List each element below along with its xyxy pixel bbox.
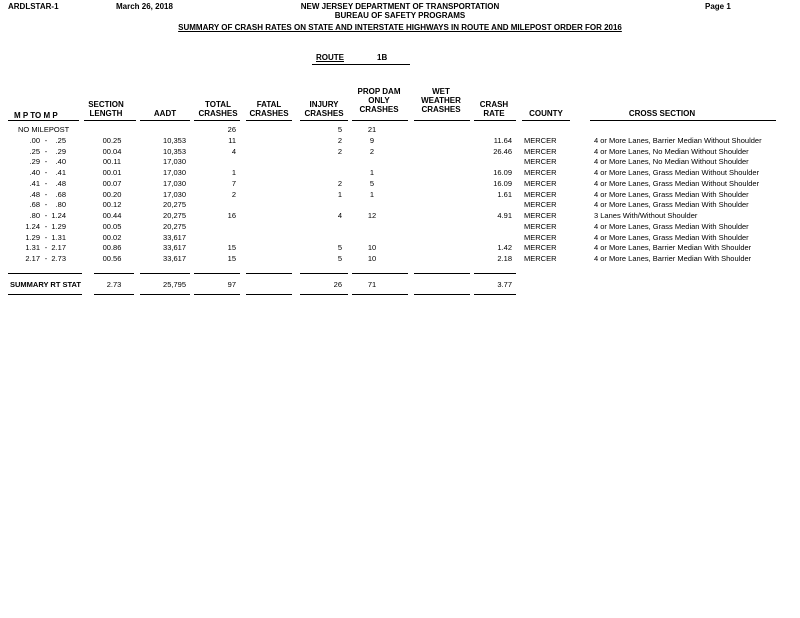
cell-dash: - (44, 189, 48, 199)
cell-mp-to: 2.73 (51, 254, 66, 263)
cell-prop: 9 (369, 135, 375, 145)
cell-mp-to: .41 (55, 168, 66, 177)
cell-mp-from: 2.17 (25, 254, 40, 263)
cell-county: MERCER (524, 221, 557, 231)
cell-cross: 4 or More Lanes, Grass Median With Shoulder (594, 232, 749, 242)
table-row (0, 222, 800, 233)
cell-aadt: 17,030 (163, 189, 186, 199)
cell-total: 26 (227, 125, 236, 134)
cell-aadt: 17,030 (163, 178, 186, 188)
cell-cross: 3 Lanes With/Without Shoulder (594, 211, 698, 220)
bureau-name: BUREAU OF SAFETY PROGRAMS (334, 11, 466, 20)
cell-len: 00.04 (102, 146, 122, 156)
table-row (0, 211, 800, 222)
cell-mp-to: .29 (55, 146, 66, 156)
cell-total: 15 (227, 254, 236, 263)
cell-mp-to: .68 (55, 189, 66, 199)
cell-cross: 4 or More Lanes, Grass Median With Shoulder (594, 200, 749, 210)
cell-prop: 21 (367, 125, 377, 134)
cell-cross: 4 or More Lanes, Barrier Median Without Shoulder (594, 135, 762, 145)
summary-row (0, 280, 800, 291)
cell-dash: - (44, 243, 48, 253)
summary-prop: 71 (367, 280, 377, 289)
cell-mp-from: .29 (29, 157, 40, 167)
cell-total: 2 (231, 189, 236, 199)
table-row (0, 200, 800, 211)
route-label: ROUTE (316, 53, 344, 62)
cell-prop: 1 (369, 189, 375, 199)
cell-prop: 10 (367, 254, 377, 263)
cell-rate: 26.46 (493, 146, 512, 156)
cell-total: 16 (227, 211, 236, 220)
cell-cross: 4 or More Lanes, Grass Median With Shoulder (594, 189, 749, 199)
cell-aadt: 10,353 (163, 135, 186, 145)
cell-len: 00.05 (102, 221, 122, 231)
summary-length: 2.73 (106, 280, 122, 289)
col-header-injury: INJURY CRASHES (304, 100, 344, 118)
cell-total: 4 (231, 146, 236, 156)
cell-aadt: 17,030 (163, 157, 186, 167)
cell-county: MERCER (524, 168, 557, 177)
cell-mp-from: .40 (29, 168, 40, 177)
cell-mp-to: .48 (55, 178, 66, 188)
cell-len: 00.11 (102, 157, 122, 167)
cell-injury: 1 (337, 189, 342, 199)
route-value: 1B (377, 53, 388, 62)
cell-len: 00.20 (102, 189, 122, 199)
cell-dash: - (44, 200, 48, 210)
cell-mp-from: .41 (29, 178, 40, 188)
cell-rate: 2.18 (497, 254, 512, 263)
cell-cross: 4 or More Lanes, No Median Without Shoulder (594, 157, 749, 167)
cell-injury: 2 (337, 146, 342, 156)
col-header-aadt: AADT (153, 109, 177, 118)
table-row (0, 254, 800, 265)
cell-mp-from: .48 (29, 189, 40, 199)
cell-county: MERCER (524, 178, 557, 188)
cell-mp-from: .80 (29, 211, 40, 220)
cell-county: MERCER (524, 243, 557, 253)
col-header-fatal: FATAL CRASHES (249, 100, 289, 118)
cell-rate: 4.91 (497, 211, 512, 220)
cell-total: 11 (228, 135, 236, 145)
cell-aadt: 10,353 (163, 146, 186, 156)
cell-dash: - (44, 135, 48, 145)
col-header-wet-weather: WET WEATHER CRASHES (421, 87, 461, 114)
table-row (0, 136, 800, 147)
cell-mp-to: 1.29 (51, 221, 66, 231)
cell-injury: 2 (337, 135, 342, 145)
cell-county: MERCER (524, 135, 557, 145)
cell-total: 15 (227, 243, 236, 253)
cell-len: 00.02 (102, 232, 122, 242)
table-row (0, 168, 800, 179)
cell-mp-from: .00 (29, 135, 40, 145)
col-header-county: COUNTY (529, 109, 563, 118)
cell-aadt: 33,617 (163, 243, 186, 253)
cell-rate: 11.64 (493, 135, 512, 145)
col-header-crash-rate: CRASH RATE (479, 100, 509, 118)
cell-len: 00.44 (102, 211, 122, 220)
cell-county: MERCER (524, 146, 557, 156)
summary-aadt: 25,795 (163, 280, 186, 289)
cell-len: 00.25 (102, 135, 122, 145)
col-header-total: TOTAL CRASHES (198, 100, 238, 118)
table-row (0, 243, 800, 254)
cell-len: 00.07 (102, 178, 122, 188)
cell-prop: 1 (369, 168, 375, 177)
cell-mp-from: NO MILEPOST (18, 125, 70, 134)
cell-rate: 1.42 (497, 243, 512, 253)
cell-injury: 5 (337, 125, 342, 134)
cell-rate: 16.09 (493, 168, 512, 177)
cell-mp-from: 1.29 (25, 232, 40, 242)
page-number: Page 1 (705, 2, 731, 11)
cell-aadt: 33,617 (163, 232, 186, 242)
cell-aadt: 20,275 (163, 221, 186, 231)
table-row (0, 147, 800, 158)
cell-county: MERCER (524, 232, 557, 242)
cell-aadt: 17,030 (163, 168, 186, 177)
cell-len: 00.01 (102, 168, 122, 177)
cell-mp-from: 1.31 (25, 243, 40, 253)
report-id: ARDLSTAR-1 (8, 2, 59, 11)
cell-mp-to: 1.31 (51, 232, 66, 242)
table-row (0, 190, 800, 201)
cell-mp-to: 2.17 (51, 243, 66, 253)
cell-county: MERCER (524, 189, 557, 199)
cell-county: MERCER (524, 254, 557, 263)
cell-len: 00.86 (102, 243, 122, 253)
summary-injury: 26 (333, 280, 342, 289)
cell-mp-from: .68 (29, 200, 40, 210)
cell-injury: 5 (337, 243, 342, 253)
cell-county: MERCER (524, 200, 557, 210)
cell-rate: 1.61 (497, 189, 512, 199)
cell-dash: - (44, 146, 48, 156)
cell-injury: 4 (337, 211, 342, 220)
cell-total: 7 (231, 178, 236, 188)
cell-prop: 2 (369, 146, 375, 156)
cell-len: 00.56 (102, 254, 122, 263)
table-row (0, 179, 800, 190)
department-name: NEW JERSEY DEPARTMENT OF TRANSPORTATION (300, 2, 500, 11)
col-header-prop-dam: PROP DAM ONLY CRASHES (357, 87, 401, 114)
cell-injury: 2 (337, 178, 342, 188)
cell-cross: 4 or More Lanes, Barrier Median With Shoulder (594, 243, 752, 253)
cell-county: MERCER (524, 157, 557, 167)
cell-prop: 10 (367, 243, 377, 253)
cell-county: MERCER (524, 211, 557, 220)
col-header-cross-section: CROSS SECTION (628, 109, 696, 118)
cell-len: 00.12 (102, 200, 122, 210)
col-header-mp: M P TO M P (14, 111, 58, 120)
summary-rate: 3.77 (497, 280, 512, 289)
cell-dash: - (44, 232, 48, 242)
cell-aadt: 33,617 (163, 254, 186, 263)
cell-total: 1 (231, 168, 236, 177)
cell-mp-from: .25 (29, 146, 40, 156)
cell-cross: 4 or More Lanes, Grass Median Without Shoulder (594, 178, 760, 188)
cell-dash: - (44, 221, 48, 231)
report-title: SUMMARY OF CRASH RATES ON STATE AND INTERSTATE HIGHWAYS IN ROUTE AND MILEPOST ORDER FOR 2016 (178, 23, 622, 32)
table-row (0, 125, 800, 136)
col-header-section-length: SECTION LENGTH (88, 100, 124, 118)
table-row (0, 233, 800, 244)
cell-dash: - (44, 211, 48, 220)
cell-dash: - (44, 254, 48, 263)
cell-injury: 5 (337, 254, 342, 263)
cell-mp-from: 1.24 (25, 221, 40, 231)
cell-prop: 12 (367, 211, 377, 220)
cell-dash: - (44, 168, 48, 177)
cell-prop: 5 (369, 178, 375, 188)
cell-aadt: 20,275 (163, 200, 186, 210)
cell-cross: 4 or More Lanes, Grass Median Without Shoulder (594, 168, 760, 177)
cell-aadt: 20,275 (163, 211, 186, 220)
cell-cross: 4 or More Lanes, No Median Without Shoulder (594, 146, 749, 156)
cell-mp-to: 1.24 (51, 211, 66, 220)
cell-rate: 16.09 (493, 178, 512, 188)
report-date: March 26, 2018 (116, 2, 173, 11)
summary-total: 97 (227, 280, 236, 289)
cell-dash: - (44, 157, 48, 167)
cell-mp-to: .25 (55, 135, 66, 145)
cell-mp-to: .40 (55, 157, 66, 167)
cell-cross: 4 or More Lanes, Grass Median With Shoulder (594, 221, 749, 231)
table-row (0, 157, 800, 168)
cell-cross: 4 or More Lanes, Barrier Median With Shoulder (594, 254, 752, 263)
cell-dash: - (44, 178, 48, 188)
cell-mp-to: .80 (55, 200, 66, 210)
summary-label: SUMMARY RT STAT (10, 280, 81, 289)
